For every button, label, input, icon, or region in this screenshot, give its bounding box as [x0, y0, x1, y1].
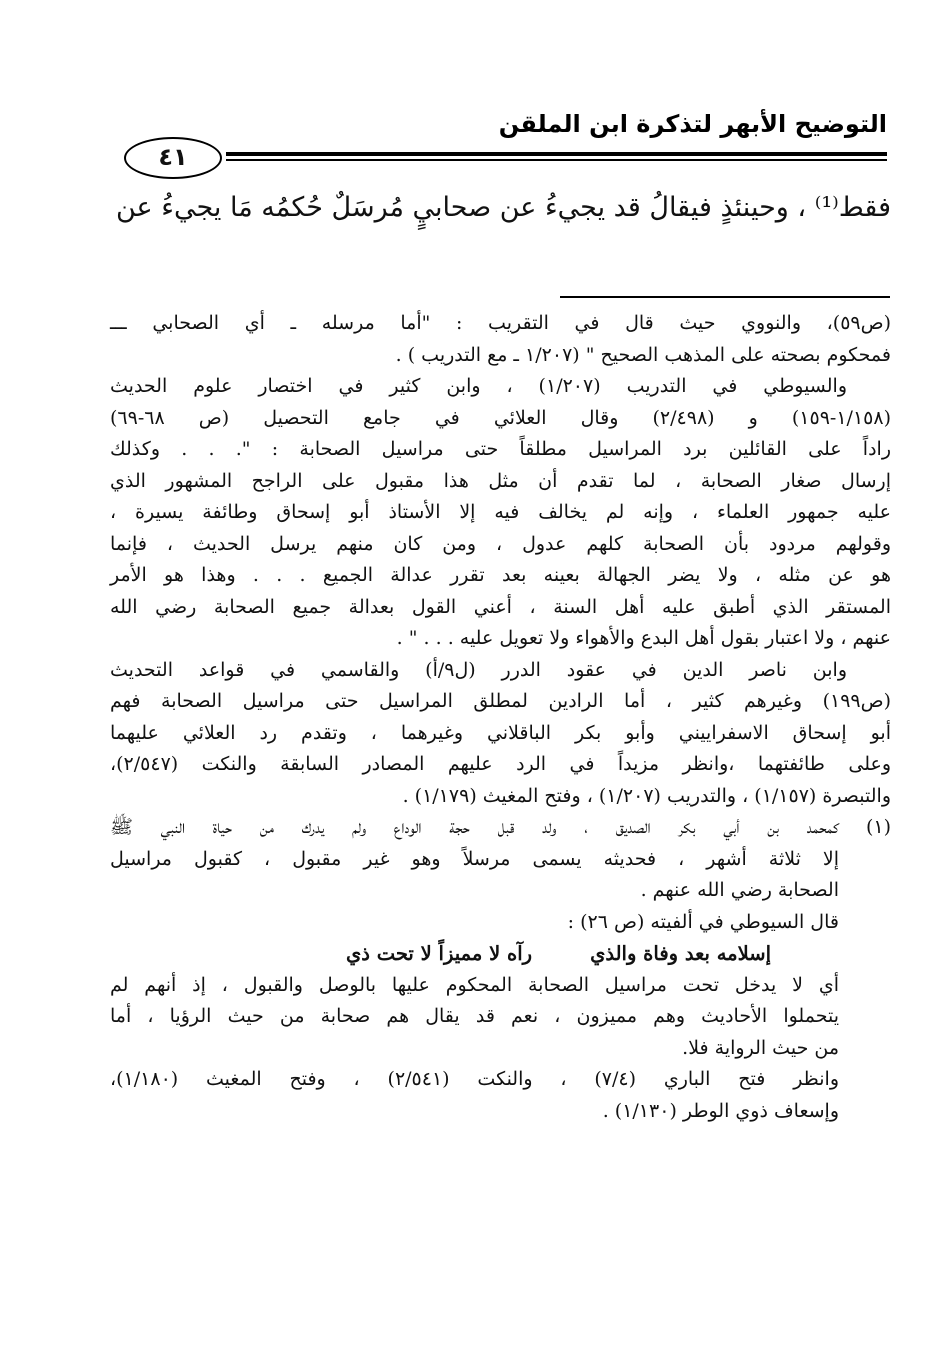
footnotes-area	[110, 308, 891, 1127]
running-title: التوضيح الأبهر لتذكرة ابن الملقن	[498, 110, 887, 138]
footnote-line: إلا ثلاثة أشهر ، فحديثه يسمى مرسلاً وهو غير مقبول ، كقبول مراسيل	[110, 847, 839, 870]
footnote-line: أبو إسحاق الاسفراييني وأبو بكر الباقلاني وغيرهما ، وتقدم رد العلائي عليهما	[110, 721, 891, 744]
footnote-line: فمحكوم بصحته على المذهب الصحيح " (١/٢٠٧ ـ مع التدريب ) .	[395, 343, 891, 366]
footnote-line: المستقر الذي أطبق عليه أهل السنة ، أعني القول بعدالة جميع الصحابة رضي الله	[110, 595, 891, 618]
footnote-1-first-line	[110, 812, 891, 844]
verse-hemistich-1: إسلامه بعد وفاة والذي	[590, 942, 771, 965]
footnote-line: قال السيوطي في ألفيته (ص ٢٦) :	[567, 910, 839, 933]
footnote-line: والتبصرة (١/١٥٧) ، والتدريب (١/٢٠٧) ، وفتح المغيث (١/١٧٩) .	[402, 784, 891, 807]
poetry-verse	[110, 938, 891, 970]
footnote-line: من حيث الرواية فلا.	[682, 1036, 839, 1059]
footnote-line: وانظر فتح الباري (٧/٤) ، والنكت (٢/٥٤١) ، وفتح المغيث (١/١٨٠)،	[110, 1068, 840, 1090]
header-rule-thick	[226, 152, 887, 156]
footnote-line: (١/١٥٨-١٥٩) و (٢/٤٩٨) وقال العلائي في جامع التحصيل (ص ٦٨-٦٩)	[110, 406, 891, 429]
footnote-line: (ص٥٩)، والنووي حيث قال في التقريب : "أما مرسله ـ أي الصحابي ـــ	[110, 312, 891, 334]
footnote-line: (ص١٩٩) وغيرهم كثير ، أما الرادين لمطلق المراسيل حتى مراسيل الصحابة فهم	[110, 690, 891, 712]
footnote-line: وعلى طائفتهما ،وانظر مزيداً في الرد عليهم المصادر السابقة والنكت (٢/٥٤٧)،	[110, 753, 891, 775]
footnote-line: والسيوطي في التدريب (١/٢٠٧) ، وابن كثير في اختصار علوم الحديث	[110, 375, 847, 397]
footnote-line: الصحابة رضي الله عنهم .	[640, 879, 839, 901]
main-text-line: فقط⁽¹⁾ ، وحينئذٍ فيقالُ قد يجيءُ عن صحابيٍ مُرسَلٌ حُكمُه مَا يجيءُ عن	[116, 192, 891, 223]
footnote-line: وقولهم مردود بأن الصحابة كلهم عدول ، ومن كان منهم يرسل الحديث ، فإنما	[110, 532, 891, 555]
footnote-separator	[560, 296, 890, 298]
footnote-marker: (١)	[865, 816, 891, 838]
header-rule-thin	[226, 159, 887, 161]
page-number: ٤١	[124, 137, 222, 179]
footnote-line: راداً على القائلين برد المراسيل مطلقاً حتى مراسيل الصحابة : ". . . وكذلك	[110, 438, 891, 460]
footnote-line: يتحملوا الأحاديث وهم مميزون ، نعم قد يقال هم صحابة من حيث الرؤيا ، أما	[110, 1005, 839, 1027]
footnote-line: كمحمد بن أبي بكر الصديق ، ولد قبل حجة الوداع ولم يدرك من حياة النبي ﷺ	[110, 816, 839, 838]
footnote-line: وابن ناصر الدين في عقود الدرر (ل٩/أ) والقاسمي في قواعد التحديث	[110, 658, 847, 681]
footnote-line: عليه جمهور العلماء ، وإنه لم يخالف فيه إلا الأستاذ أبو إسحاق وطائفة يسيرة ،	[110, 501, 891, 523]
footnote-line: وإسعاف ذوي الوطر (١/١٣٠) .	[602, 1099, 839, 1122]
footnote-line: هو عن مثله ، ولا يضر الجهالة بعينه بعد تقرر عدالة الجميع . . . وهذا هو الأمر	[110, 564, 891, 586]
footnote-line: عنهم ، ولا اعتبار بقول أهل البدع والأهواء ولا تعويل عليه . . . " .	[396, 627, 891, 649]
verse-hemistich-2: رآه لا مميزاً لا تحت ذي	[345, 942, 533, 965]
footnote-line: إرسال صغار الصحابة ، لما تقدم أن مثل هذا مقبول على الراجح المشهور الذي	[110, 469, 891, 492]
footnote-line: أي لا يدخل تحت مراسيل الصحابة المحكوم عليها بالوصل والقبول ، إذ أنهم لم	[110, 973, 839, 996]
